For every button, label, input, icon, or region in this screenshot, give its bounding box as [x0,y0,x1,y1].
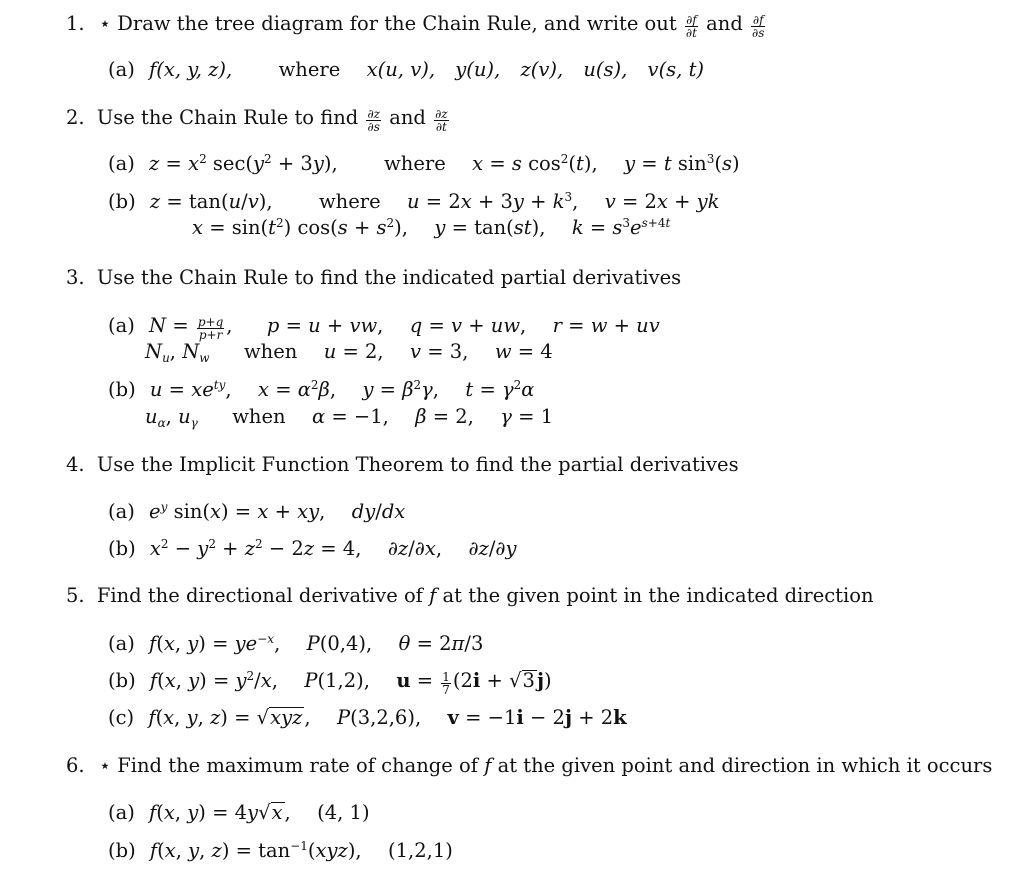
direction: θ = 2π/3 [398,632,484,655]
part-label: (a) [108,152,135,175]
problem-1-statement [66,12,767,39]
condition: $y = \beta^2\gamma$, [362,378,439,401]
expression: f(x, y, $z) = \tan^{-1}(xyz)$, [149,839,362,862]
expression: f(x, y, z) = √xyz , [148,706,311,729]
problem-3a-second-row [145,340,553,364]
connector-text: and [389,106,426,129]
problem-instruction: Find the directional derivative of [96,584,423,607]
condition: γ = 1 [500,405,554,428]
expression: $z = x^2$ $\sec(y^2 + 3y)$, [149,152,338,175]
condition: $x = \alpha^2\beta$, [257,378,337,401]
expression: z = tan(u/v), [149,190,273,213]
problem-6a [108,801,370,825]
partial-z-partial-t: $\frac{\partial z}{\partial t}$ [435,107,448,134]
partial-f-partial-s: $\frac{\partial f}{\partial s}$ [752,13,765,40]
problem-number: 3. [66,266,85,289]
point: P(3,2,6), [336,706,422,729]
condition: $u = 2x + 3y + k^3$, [407,190,579,213]
condition: $x = \sin(t^2) \cos(s + s^2)$, [192,216,408,239]
condition: y(u), [455,58,501,81]
expression: f(x, $y) = y^2/x$, [149,669,278,692]
condition: y = tan(st), [434,216,546,239]
condition: r = w + uv [552,314,660,337]
problem-3b-second-row [145,405,553,429]
problem-2b-continued [192,216,670,240]
star-icon: ⋆ [98,754,112,777]
where-text: where [384,152,446,175]
expression: f(x, $y) = ye^{-x}$, [149,632,281,655]
expression: N = $\frac{p+q}{p+r}$ , [149,314,233,342]
problem-2a [108,152,740,176]
part-label: (b) [108,378,136,401]
point: (1,2,1) [388,839,453,862]
problem-5-statement [66,584,874,608]
part-label: (b) [108,537,136,560]
part-label: (a) [108,58,135,81]
partial-f-partial-t: $\frac{\partial f}{\partial t}$ [685,13,697,40]
condition: x(u, v), [366,58,436,81]
problem-4b [108,537,517,561]
problem-5c [108,706,627,730]
problem-number: 4. [66,453,85,476]
condition: $t = \gamma^2\alpha$ [465,378,535,401]
problem-number: 1. [66,12,85,35]
condition: q = v + uw, [409,314,527,337]
point: P(1,2), [304,669,370,692]
condition: β = 2, [415,405,474,428]
where-text: where [278,58,341,81]
condition: x = s $\cos^2(t)$, [472,152,598,175]
condition: v = 2x + yk [604,190,720,213]
condition: z(v), [520,58,564,81]
problem-6-statement [66,754,992,778]
expression: f(x, y) = 4y√x , [149,801,291,824]
problem-number: 2. [66,106,85,129]
condition: α = −1, [311,405,389,428]
condition: $k = s^3e^{s+4t}$ [571,216,671,239]
point: (4, 1) [317,801,370,824]
point: P(0,4), [306,632,373,655]
condition: u(s), [583,58,628,81]
expression: $x^2 - y^2 + z^2 - 2z = 4$, [149,537,362,560]
direction: v = −1i − 2j + 2k [447,706,627,729]
part-label: (a) [108,632,135,655]
when-text: when [243,340,298,363]
requested-derivative: ∂z/∂x, [387,537,443,560]
problem-instruction: Use the Chain Rule to find the indicated partial derivatives [96,266,682,289]
problem-5a [108,632,483,656]
where-text: where [318,190,381,213]
problem-3-statement [66,266,681,290]
function-symbol: f [484,754,492,777]
problem-instruction: Use the Implicit Function Theorem to find the partial derivatives [96,453,739,476]
condition: u = 2, [323,340,384,363]
partial-z-partial-s: $\frac{\partial z}{\partial s}$ [367,107,380,134]
problem-5b [108,669,552,696]
problem-instruction: Draw the tree diagram for the Chain Rule, and write out [117,12,677,35]
problem-instruction: Find the maximum rate of change of [117,754,478,777]
expression: f(x, y, z), [149,58,233,81]
problem-instruction-end: at the given point and direction in which it occurs [497,754,993,777]
problem-1a [108,58,704,82]
condition: v = 3, [410,340,469,363]
expression: $e^y$ sin(x) = x + xy, [149,500,326,523]
part-label: (a) [108,314,135,337]
problem-instruction: Use the Chain Rule to find [96,106,359,129]
condition: w = 4 [494,340,553,363]
problem-2b [108,190,719,214]
problem-4a [108,500,405,524]
problem-number: 5. [66,584,85,607]
requested-derivatives: $N_u$, $N_w$ [145,340,210,365]
connector-text: and [706,12,743,35]
problem-3b [108,378,534,402]
star-icon: ⋆ [98,12,112,35]
part-label: (b) [108,839,136,862]
problem-number: 6. [66,754,85,777]
problem-2-statement [66,106,451,133]
problem-4-statement [66,453,739,477]
requested-derivative: ∂z/∂y [468,537,517,560]
part-label: (a) [108,801,135,824]
part-label: (b) [108,669,136,692]
part-label: (c) [108,706,135,729]
function-symbol: f [429,584,437,607]
expression: $u = xe^{ty}$, [149,378,232,401]
requested-derivatives: $u_\alpha$, $u_\gamma$ [145,405,198,430]
problem-instruction-end: at the given point in the indicated direction [442,584,874,607]
condition: p = u + vw, [266,314,384,337]
requested-derivative: dy/dx [351,500,406,523]
condition: v(s, t) [647,58,705,81]
part-label: (b) [108,190,136,213]
direction: u = $\frac{1}{7}$ (2i + √3 j) [396,669,552,697]
part-label: (a) [108,500,135,523]
problem-3a [108,314,660,341]
when-text: when [232,405,286,428]
problem-6b [108,839,453,863]
condition: y = t $\sin^3(s)$ [624,152,740,175]
